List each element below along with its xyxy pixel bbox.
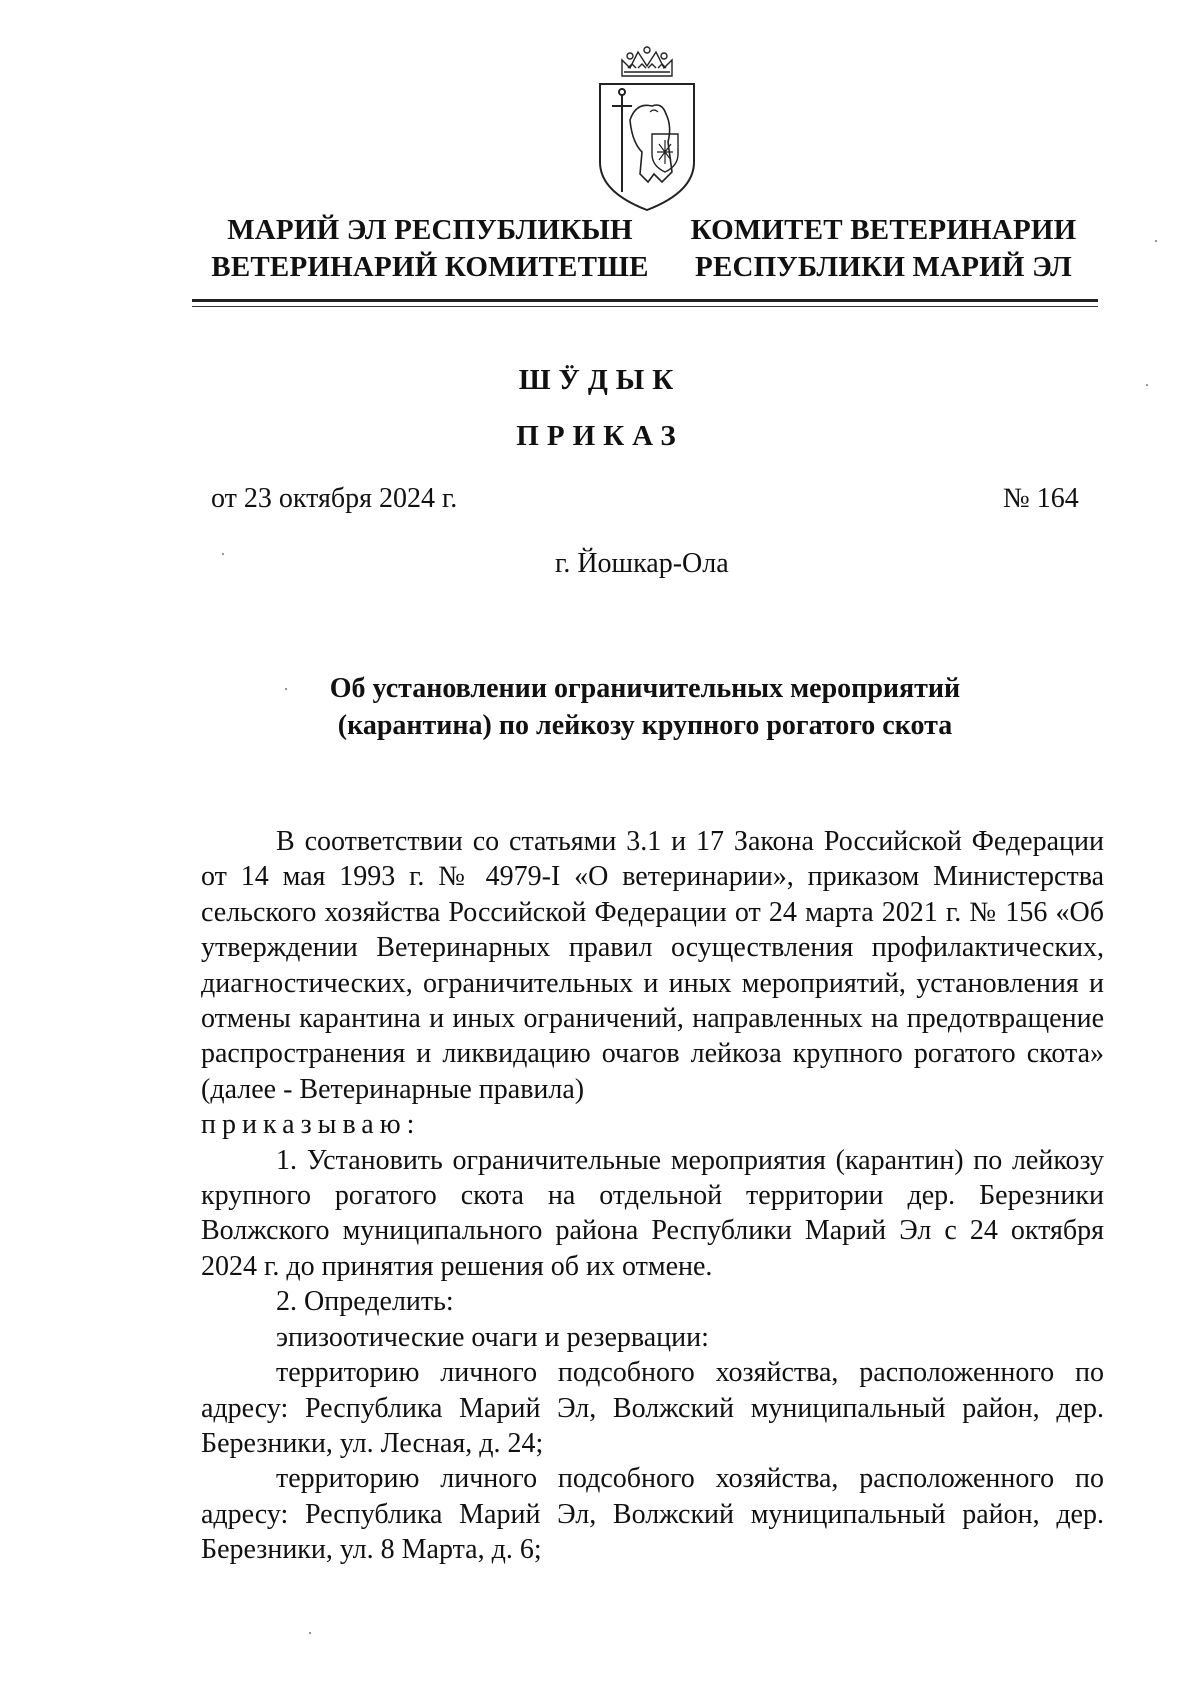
header-left-mari [200,212,660,286]
header-right-line1: КОМИТЕТ ВЕТЕРИНАРИИ [690,214,1077,246]
header-rule-thin [192,306,1098,307]
header-right-russian [686,212,1081,286]
header-right-line2: РЕСПУБЛИКИ МАРИЙ ЭЛ [695,251,1072,283]
subject-line2: (карантина) по лейкозу крупного рогатого скота [337,710,953,741]
item-2-paragraph: 2. Определить: [276,1286,454,1318]
header-left-line2: ВЕТЕРИНАРИЙ КОМИТЕТШЕ [211,251,649,283]
scan-speck [1155,240,1157,242]
document-number: № 164 [1003,483,1079,514]
scan-speck [285,688,287,690]
order-word: приказываю: [201,1109,421,1141]
scan-speck [309,1632,311,1634]
document-title-mari: ШӰДЫК [518,364,682,396]
document-title-russian: ПРИКАЗ [516,420,684,452]
item-1-paragraph: 1. Установить ограничительные мероприятия (карантин) по лейкозу крупного рогатого скота на отдельной территории дер. Березники Волжского муниципального района Республики Марий Эл с 24 октября 2024 г. до принятия решения об их отмене. [201,1144,1104,1282]
scan-speck [1146,384,1148,386]
preamble-paragraph: В соответствии со статьями 3.1 и 17 Закона Российской Федерации от 14 мая 1993 г. № 4979-I «О ветеринарии», приказом Министерства сельского хозяйства Российской Федерации от 24 марта 2021 г. № 156 «Об утверждении Ветеринарных правил осуществления профилактических, диагностических, ограничительных и иных мероприятий, установления и отмены карантина и иных ограничений, направленных на предотвращение распространения и ликвидацию очагов лейкоза крупного рогатого скота» (далее - Ветеринарные правила) [201,826,1104,1105]
address-2-paragraph: территорию личного подсобного хозяйства, расположенного по адресу: Республика Марий Эл, Волжский муниципальный район, дер. Березники, ул. 8 Марта, д. 6; [201,1463,1104,1566]
coat-of-arms-icon [592,42,702,214]
document-subject [200,670,1090,744]
subject-line1: Об установлении ограничительных мероприятий [329,673,961,704]
item-2-subheading: эпизоотические очаги и резервации: [276,1321,709,1353]
header-left-line1: МАРИЙ ЭЛ РЕСПУБЛИКЫН [227,214,633,246]
address-1-paragraph: территорию личного подсобного хозяйства, расположенного по адресу: Республика Марий Эл, Волжский муниципальный район, дер. Березники, ул. Лесная, д. 24; [201,1357,1104,1459]
document-date: от 23 октября 2024 г. [211,483,458,514]
document-body [201,824,1104,1568]
header-rule-thick [192,299,1098,302]
document-city: г. Йошкар-Ола [555,548,729,579]
scan-speck [222,553,224,555]
